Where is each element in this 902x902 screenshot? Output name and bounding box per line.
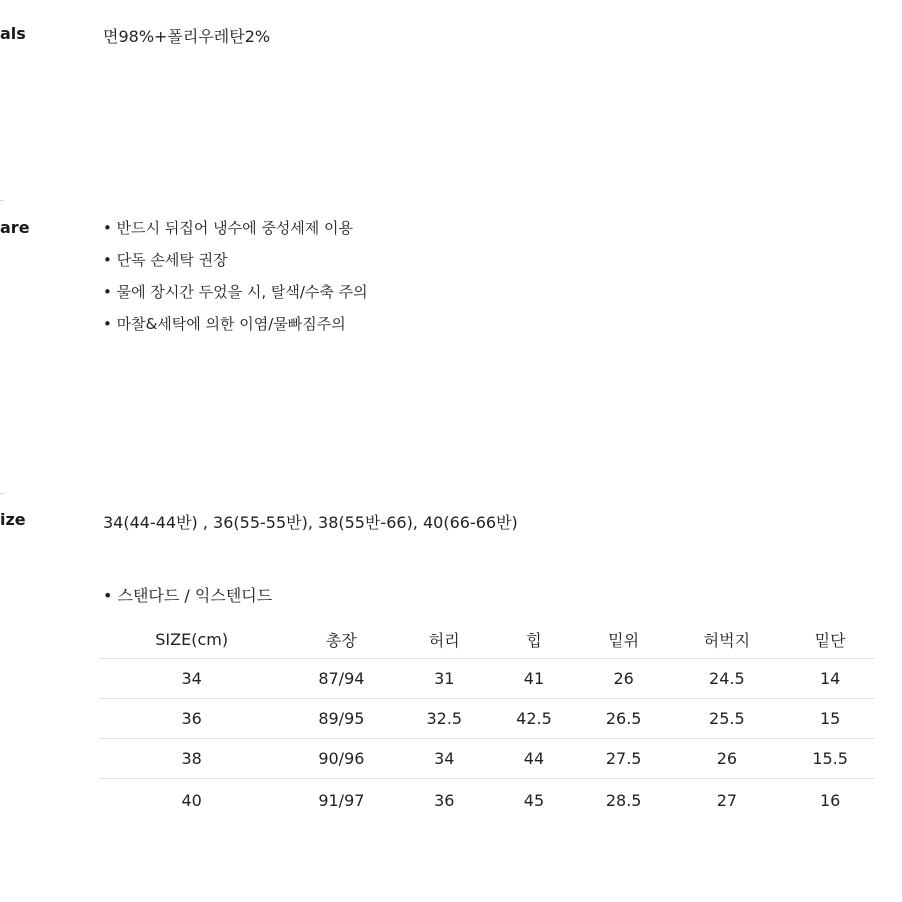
table-cell: 44 <box>489 739 579 779</box>
care-label: are <box>0 218 30 237</box>
table-cell: 27.5 <box>579 739 669 779</box>
size-table <box>100 620 875 821</box>
size-value: 34(44-44반) , 36(55-55반), 38(55반-66), 40(66-66반) <box>103 513 518 532</box>
table-cell: 41 <box>489 659 579 699</box>
table-cell: 15.5 <box>785 739 875 779</box>
section-divider <box>0 493 4 494</box>
size-label: ize <box>0 510 26 529</box>
table-cell: 25.5 <box>668 699 785 739</box>
table-cell: 87/94 <box>283 659 399 699</box>
table-row <box>100 779 875 822</box>
materials-value: 면98%+폴리우레탄2% <box>103 27 271 46</box>
care-item: • 단독 손세탁 권장 <box>103 251 228 269</box>
table-cell: 36 <box>100 699 283 739</box>
table-cell: 90/96 <box>283 739 399 779</box>
size-table-header-row <box>100 620 875 659</box>
column-header: 힙 <box>526 630 542 650</box>
table-cell: 89/95 <box>283 699 399 739</box>
table-row <box>100 699 875 739</box>
size-table-heading: • 스탠다드 / 익스텐디드 <box>103 586 273 605</box>
care-item: • 물에 장시간 두었을 시, 탈색/수축 주의 <box>103 283 368 301</box>
table-cell: 15 <box>785 699 875 739</box>
table-cell: 16 <box>785 779 875 822</box>
care-item: • 마찰&세탁에 의한 이염/물빠짐주의 <box>103 315 346 333</box>
column-header: SIZE(cm) <box>155 629 229 649</box>
table-cell: 14 <box>785 659 875 699</box>
table-cell: 32.5 <box>399 699 489 739</box>
table-cell: 38 <box>100 739 283 779</box>
table-row <box>100 739 875 779</box>
materials-label: als <box>0 24 26 43</box>
table-cell: 26 <box>579 659 669 699</box>
column-header: 총장 <box>325 630 357 650</box>
table-cell: 28.5 <box>579 779 669 822</box>
table-cell: 91/97 <box>283 779 399 822</box>
table-cell: 27 <box>668 779 785 822</box>
table-cell: 34 <box>100 659 283 699</box>
column-header: 밑단 <box>814 630 846 650</box>
table-cell: 45 <box>489 779 579 822</box>
care-instructions-list <box>103 216 368 344</box>
column-header: 밑위 <box>608 630 640 650</box>
table-cell: 36 <box>399 779 489 822</box>
table-cell: 31 <box>399 659 489 699</box>
table-cell: 34 <box>399 739 489 779</box>
table-row <box>100 659 875 699</box>
column-header: 허벅지 <box>703 630 751 650</box>
table-cell: 42.5 <box>489 699 579 739</box>
table-cell: 26 <box>668 739 785 779</box>
table-cell: 40 <box>100 779 283 822</box>
column-header: 허리 <box>428 630 460 650</box>
section-divider <box>0 200 4 201</box>
table-cell: 26.5 <box>579 699 669 739</box>
care-item: • 반드시 뒤집어 냉수에 중성세제 이용 <box>103 219 354 237</box>
table-cell: 24.5 <box>668 659 785 699</box>
